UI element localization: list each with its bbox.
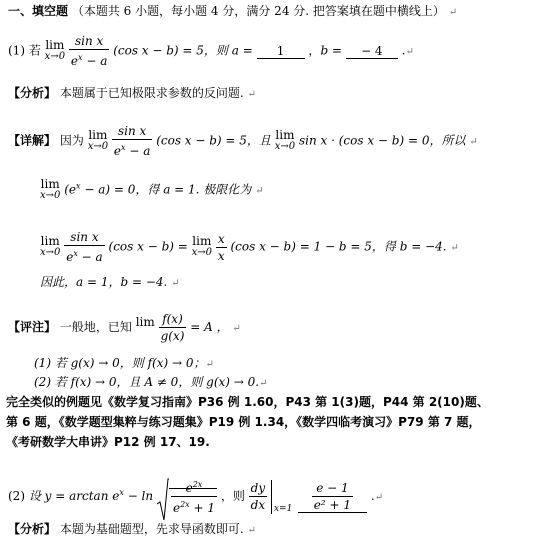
similar-line-3: 《考研数学大串讲》P12 例 17、19. bbox=[6, 435, 210, 449]
comment-item-1: (1) 若 g(x) → 0，则 f(x) → 0；↵ bbox=[34, 356, 214, 370]
similar-line-1: 完全类似的例题见《数学复习指南》P36 例 1.60，P43 第 1(3)题，P44 第 2(10)题、 bbox=[6, 395, 489, 409]
limit-operator: lim x→0 bbox=[44, 38, 66, 62]
q1-statement: (1) 若 lim x→0 $\frac{\text{sin x}}{e^x - a}$ (cos x − b) = 5，则 a = 1 ，b = − 4 .↵ bbox=[8, 34, 414, 68]
analysis-text: 本题属于已知极限求参数的反问题. bbox=[59, 86, 244, 100]
fraction-sin-over-exp: $\frac{\text{sin x}}{e^x - a}$ bbox=[70, 34, 108, 68]
section-header bbox=[8, 4, 457, 20]
q1-analysis: 【分析】 本题属于已知极限求参数的反问题. ↵ bbox=[8, 86, 256, 100]
section-title: 一、填空题 bbox=[8, 4, 69, 18]
evaluation-bar: x=1 bbox=[271, 480, 294, 514]
comment-item-2: (2) 若 f(x) → 0，且 A ≠ 0，则 g(x) → 0.↵ bbox=[34, 375, 268, 389]
q1-prefix: 若 bbox=[28, 43, 41, 58]
q2-answer: $\frac{e - 1}{\text{e² + 1}}$ bbox=[298, 481, 367, 513]
q1-line-calc: lim x→0 $\frac{\text{sin x}}{e^x - a}$ (cos x − b) = lim x→0 $\frac{x}{x}$ (cos x − b) = 1 − b = 5，得 b = −4. ↵ bbox=[40, 230, 459, 264]
comment-tag: 【评注】 bbox=[8, 320, 57, 334]
q1-answer-a: 1 bbox=[257, 44, 305, 59]
q1-therefore: 因此，a = 1，b = −4. ↵ bbox=[40, 275, 180, 289]
section-instructions: （本题共 6 小题，每小题 4 分，满分 24 分. 把答案填在题中横线上） bbox=[71, 4, 445, 18]
q1-line-a: lim x→0 $(e^x - a) = 0$，得 a = 1. 极限化为 ↵ bbox=[40, 177, 264, 201]
q1-answer-b: − 4 bbox=[346, 44, 398, 59]
q2-number: (2) bbox=[8, 489, 25, 503]
analysis-text: 本题为基础题型，先求导函数即可. bbox=[59, 522, 244, 536]
analysis-tag: 【分析】 bbox=[8, 522, 57, 536]
q1-detail: 【详解】 因为 lim x→0 $\frac{\text{sin x}}{e^x - a}$ (cos x − b) = 5，且 lim x→0 sin x · (cos x − b) = 0，所以 ↵ bbox=[8, 124, 478, 158]
detail-tag: 【详解】 bbox=[8, 133, 57, 148]
sqrt-expression: $\frac{e^{2x}}{e^{2x} + 1}$ bbox=[157, 478, 217, 515]
q2-analysis: 【分析】 本题为基础题型，先求导函数即可. ↵ bbox=[8, 522, 256, 536]
q1-condition: (cos x − b) = 5，则 bbox=[113, 43, 228, 58]
similar-line-2: 第 6 题，《数学题型集粹与练习题集》P19 例 1.34，《数学四临考演习》P79 第 7 题， bbox=[6, 415, 481, 429]
paragraph-mark: ↵ bbox=[448, 7, 458, 18]
analysis-tag: 【分析】 bbox=[8, 86, 57, 100]
q1-number: (1) bbox=[8, 43, 25, 58]
q1-comment: 【评注】 一般地，已知 lim $\frac{f(x)}{g(x)}$ = A ， ↵ bbox=[8, 312, 241, 343]
q2-statement: (2) 设 $y = \arctan e^x - \ln$ $\frac{e^{2x}}{e^{2x} + 1}$ ，则 $\frac{dy}{dx}$ x=1 $\frac{e - 1}{\text{e² + 1}}$ .↵ bbox=[8, 478, 383, 515]
